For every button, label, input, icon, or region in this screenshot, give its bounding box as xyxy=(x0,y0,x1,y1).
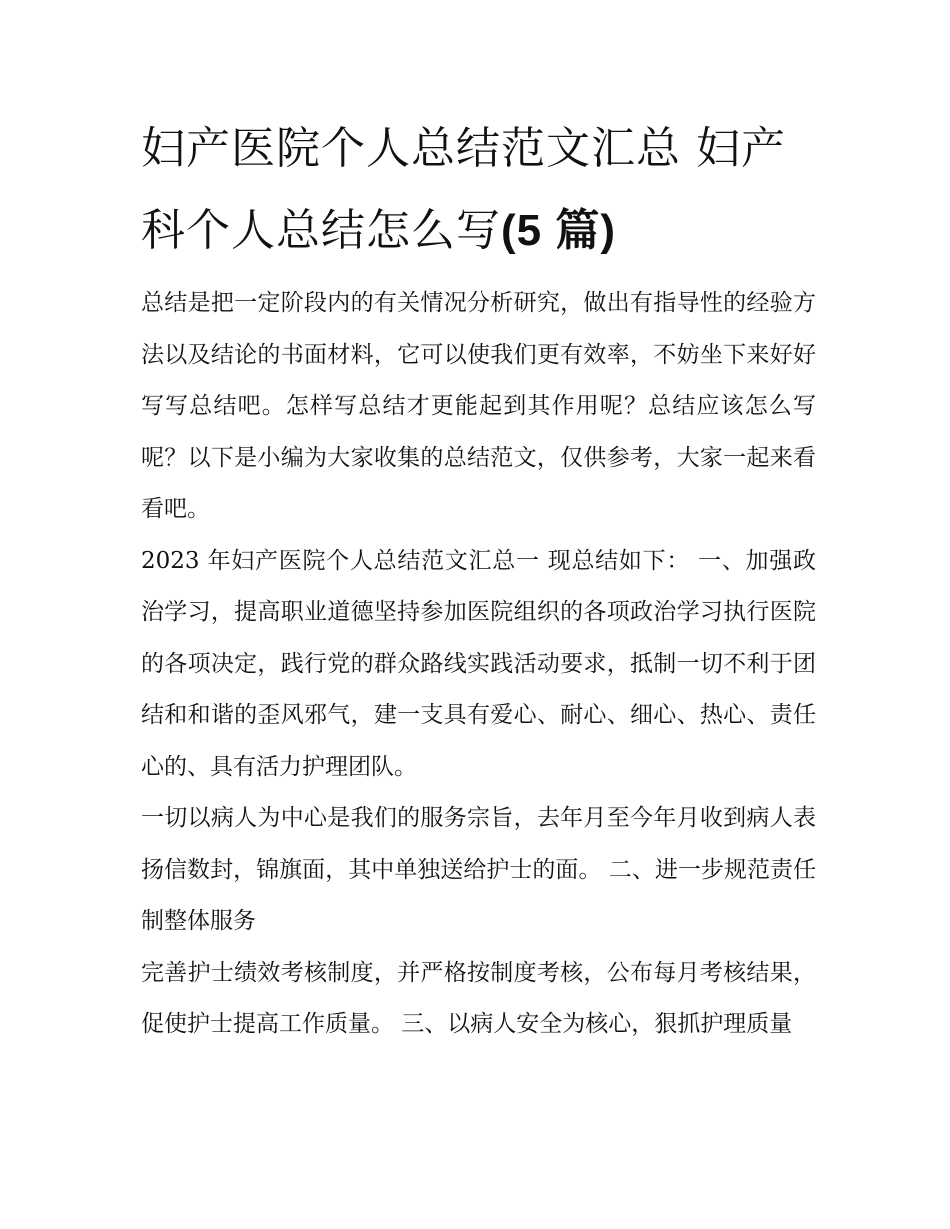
body-paragraph-2: 一切以病人为中心是我们的服务宗旨，去年月至今年月收到病人表扬信数封，锦旗面，其中单独送给护士的面。 二、进一步规范责任制整体服务 xyxy=(141,805,816,934)
title-count: (5 篇) xyxy=(501,206,616,255)
body-paragraph-3: 完善护士绩效考核制度，并严格按制度考核，公布每月考核结果，促使护士提高工作质量。 三、以病人安全为核心，狠抓护理质量 xyxy=(141,959,816,1037)
document-title xyxy=(141,108,816,272)
intro-paragraph: 总结是把一定阶段内的有关情况分析研究，做出有指导性的经验方法以及结论的书面材料，它可以使我们更有效率，不妨坐下来好好写写总结吧。怎样写总结才更能起到其作用呢？总结应该怎么写呢？以下是小编为大家收集的总结范文，仅供参考，大家一起来看看吧。 xyxy=(141,290,816,522)
body-paragraph-1: 2023 年妇产医院个人总结范文汇总一 现总结如下： 一、加强政治学习，提高职业道德坚持参加医院组织的各项政治学习执行医院的各项决定，践行党的群众路线实践活动要求，抵制一切不利于团结和和谐的歪风邪气，建一支具有爱心、耐心、细心、热心、责任心的、具有活力护理团队。 xyxy=(141,547,816,780)
title-text: 妇产医院个人总结范文汇总 妇产科个人总结怎么写 xyxy=(141,123,786,256)
document-page xyxy=(141,108,816,1051)
